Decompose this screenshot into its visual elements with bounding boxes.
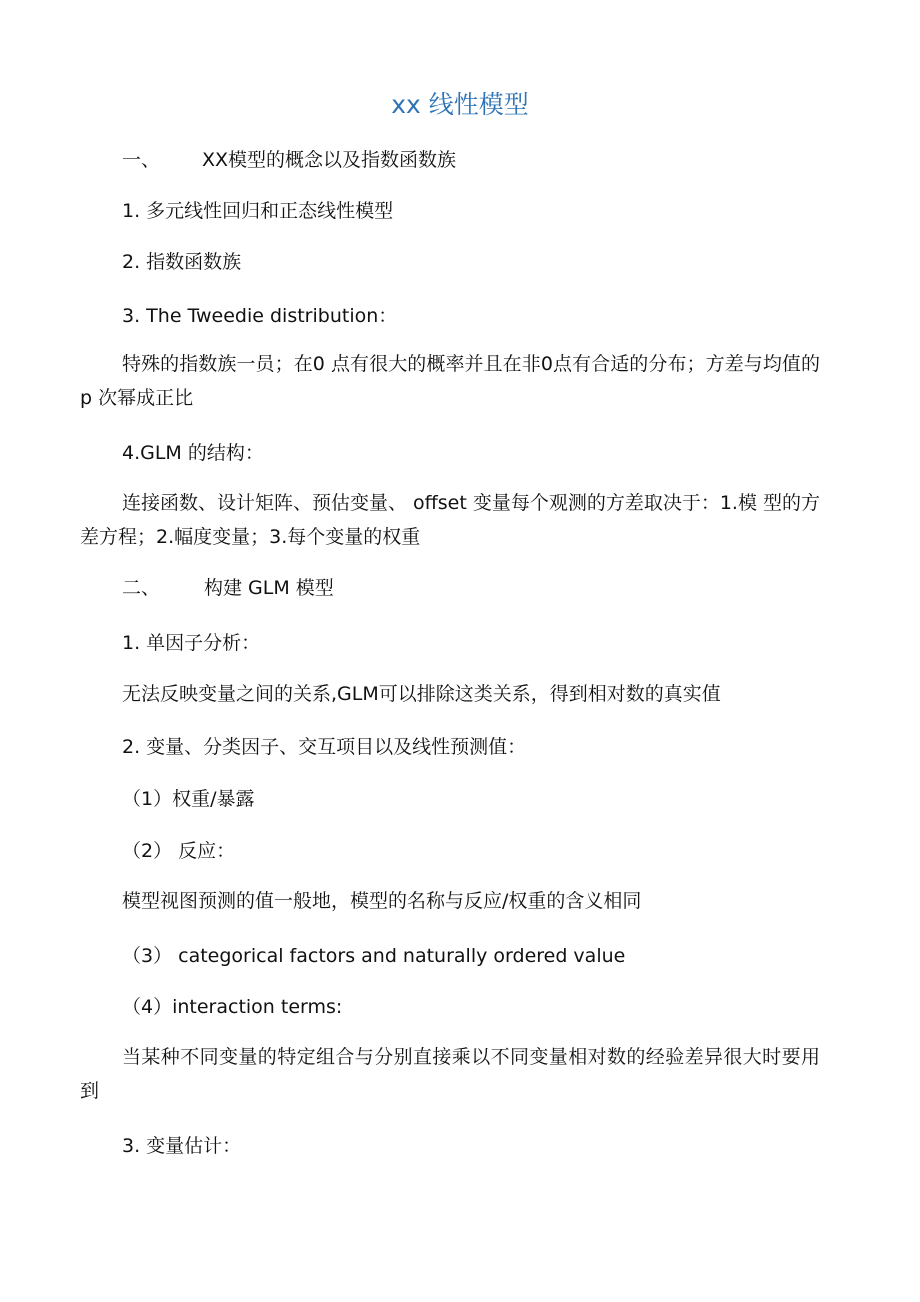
paragraph-response: 模型视图预测的值一般地，模型的名称与反应/权重的含义相同 [122,890,642,912]
list-item-6: 2. 变量、分类因子、交互项目以及线性预测值： [122,736,527,758]
paragraph-tweedie: 特殊的指数族一员；在0 点有很大的概率并且在非0点有合适的分布；方差与均值的 p 次幂成正比 [80,353,820,409]
section-title: 构建 GLM 模型 [204,577,334,599]
paragraph-interaction: 当某种不同变量的特定组合与分别直接乘以不同变量相对数的经验差异很大时要用到 [80,1046,820,1102]
section-heading-1 [122,143,456,177]
section-title: XX模型的概念以及指数函数族 [202,149,457,171]
sub-item-2: （2） 反应： [122,840,236,862]
section-number: 一、 [122,149,161,171]
sub-item-4: （4）interaction terms: [122,996,343,1018]
section-number: 二、 [122,577,161,599]
list-item-7: 3. 变量估计： [122,1135,242,1157]
sub-item-1: （1）权重/暴露 [122,788,255,810]
sub-item-3: （3） categorical factors and naturally ordered value [122,945,626,967]
list-item-2: 2. 指数函数族 [122,251,242,273]
document-title: xx 线性模型 [391,90,529,119]
section-heading-2 [122,571,334,605]
paragraph-single-factor: 无法反映变量之间的关系,GLM可以排除这类关系，得到相对数的真实值 [122,683,721,705]
list-item-5: 1. 单因子分析： [122,632,261,654]
list-item-1: 1. 多元线性回归和正态线性模型 [122,200,394,222]
paragraph-glm-structure: 连接函数、设计矩阵、预估变量、 offset 变量每个观测的方差取决于：1.模 型的方差方程；2.幅度变量；3.每个变量的权重 [80,492,821,548]
list-item-3: 3. The Tweedie distribution： [122,305,398,327]
list-item-4: 4.GLM 的结构： [122,442,264,464]
